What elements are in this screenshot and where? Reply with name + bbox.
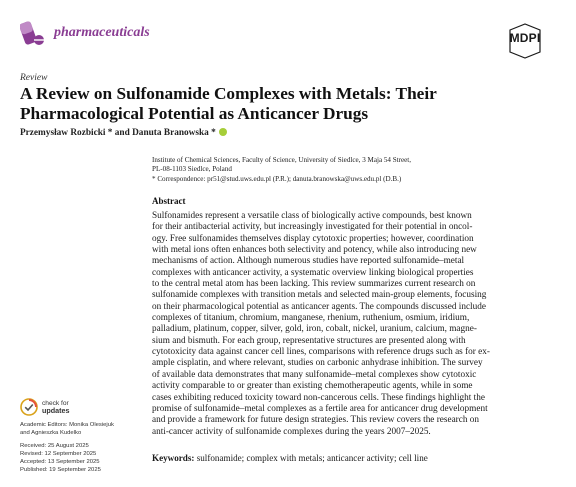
abstract-line: Sulfonamides represent a versatile class of biologically active compounds, best known <box>152 210 472 220</box>
updates-line2: updates <box>42 406 70 415</box>
abstract-line: mechanisms of action. Although numerous studies have reported sulfonamide–metal <box>152 255 465 266</box>
correspondence-line[interactable]: * Correspondence: pr51@stud.uws.edu.pl (P.R.); danuta.branowska@uws.edu.pl (D.B.) <box>152 174 402 183</box>
author-list <box>20 128 227 138</box>
abstract-line: of available data demonstrates that many sulfonamide–metal complexes show cytotoxic <box>152 368 477 379</box>
updates-line1: check for <box>42 399 69 407</box>
abstract-line: and provide a framework for future design strategies. This review covers the research on <box>152 414 480 425</box>
revised-date: Revised: 12 September 2025 <box>20 451 97 458</box>
academic-editors-line: Academic Editors: Monika Olesiejuk <box>20 422 114 428</box>
pharmaceuticals-logo-icon <box>20 18 46 48</box>
abstract-line: to the central metal atom has been lacking. This review summarizes current research on <box>152 278 476 289</box>
abstract-heading: Abstract <box>152 196 186 206</box>
received-date: Received: 25 August 2025 <box>20 443 89 450</box>
keywords-line <box>152 453 428 463</box>
article-type: Review <box>20 73 48 83</box>
abstract-line: cases exhibiting reduced toxicity toward non-cancerous cells. These findings highlight the <box>152 391 485 402</box>
abstract-line: complexes of titanium, chromium, manganese, rhenium, ruthenium, osmium, iridium, <box>152 312 470 323</box>
journal-name[interactable]: pharmaceuticals <box>54 25 150 40</box>
affiliation-line: Institute of Chemical Sciences, Faculty of Science, University of Siedlce, 3 Maja 54 Street, <box>152 156 412 164</box>
article-sidebar <box>20 421 148 475</box>
title-line: A Review on Sulfonamide Complexes with Metals: Their <box>20 84 437 103</box>
abstract-body <box>152 210 568 437</box>
author-name[interactable]: and Danuta Branowska <box>114 128 209 138</box>
abstract-line: with metal ions often enhances both selectivity and potency, while also introducing new <box>152 244 477 255</box>
mdpi-logo[interactable] <box>504 22 546 60</box>
updates-label <box>42 400 70 414</box>
accepted-date: Accepted: 13 September 2025 <box>20 459 100 466</box>
published-date: Published: 19 September 2025 <box>20 467 101 474</box>
check-for-updates-badge[interactable] <box>20 398 70 416</box>
abstract-line: activity comparable to or greater than existing chemotherapeutic agents, while in some <box>152 380 473 391</box>
article-title <box>20 84 560 123</box>
title-line: Pharmacological Potential as Anticancer Drugs <box>20 103 369 123</box>
journal-header <box>20 18 150 48</box>
abstract-line: sium and bismuth. For each group, representative structures are presented along with <box>152 334 466 345</box>
affiliation-block <box>152 156 562 184</box>
abstract-line: ogy. Free sulfonamides themselves display cytotoxic properties; however, coordination <box>152 232 474 243</box>
abstract-line: anti-cancer activity of sulfonamide complexes during the years 2007–2025. <box>152 425 431 436</box>
abstract-line: for their antibacterial activity, but increasingly investigated for their potential in oncol- <box>152 221 473 232</box>
abstract-line: ample cisplatin, and where relevant, studies on carbonic anhydrase inhibition. The survey <box>152 357 483 368</box>
check-for-updates-icon <box>20 398 38 416</box>
abstract-line: on their pharmacological potential as anticancer agents. The compounds discussed include <box>152 300 486 311</box>
abstract-line: cytotoxicity data against cancer cell lines, comparisons with reference drugs such as for ex- <box>152 346 490 357</box>
affiliation-line: PL-08-1103 Siedlce, Poland <box>152 165 232 174</box>
abstract-line: sulfonamide complexes with transition metals and selected main-group elements, focusing <box>152 289 487 300</box>
author-name[interactable]: Przemysław Rozbicki <box>20 128 106 138</box>
abstract-line: palladium, platinum, copper, silver, gold, iron, cobalt, nickel, uranium, calcium, magne- <box>152 323 477 334</box>
abstract-line: promise of sulfonamide–metal complexes as a fertile area for anticancer drug development <box>152 402 488 413</box>
abstract-line: complexes with anticancer activity, a systematic overview linking biological properties <box>152 266 474 277</box>
publisher-name: MDPI <box>509 31 541 45</box>
keywords-text: sulfonamide; complex with metals; anticancer activity; cell line <box>196 453 428 463</box>
corresponding-mark: * <box>208 128 216 138</box>
corresponding-mark: * <box>105 128 113 138</box>
keywords-label: Keywords: <box>152 453 195 463</box>
academic-editors-line: and Agnieszka Kudelko <box>20 430 82 437</box>
orcid-icon[interactable] <box>219 128 227 136</box>
